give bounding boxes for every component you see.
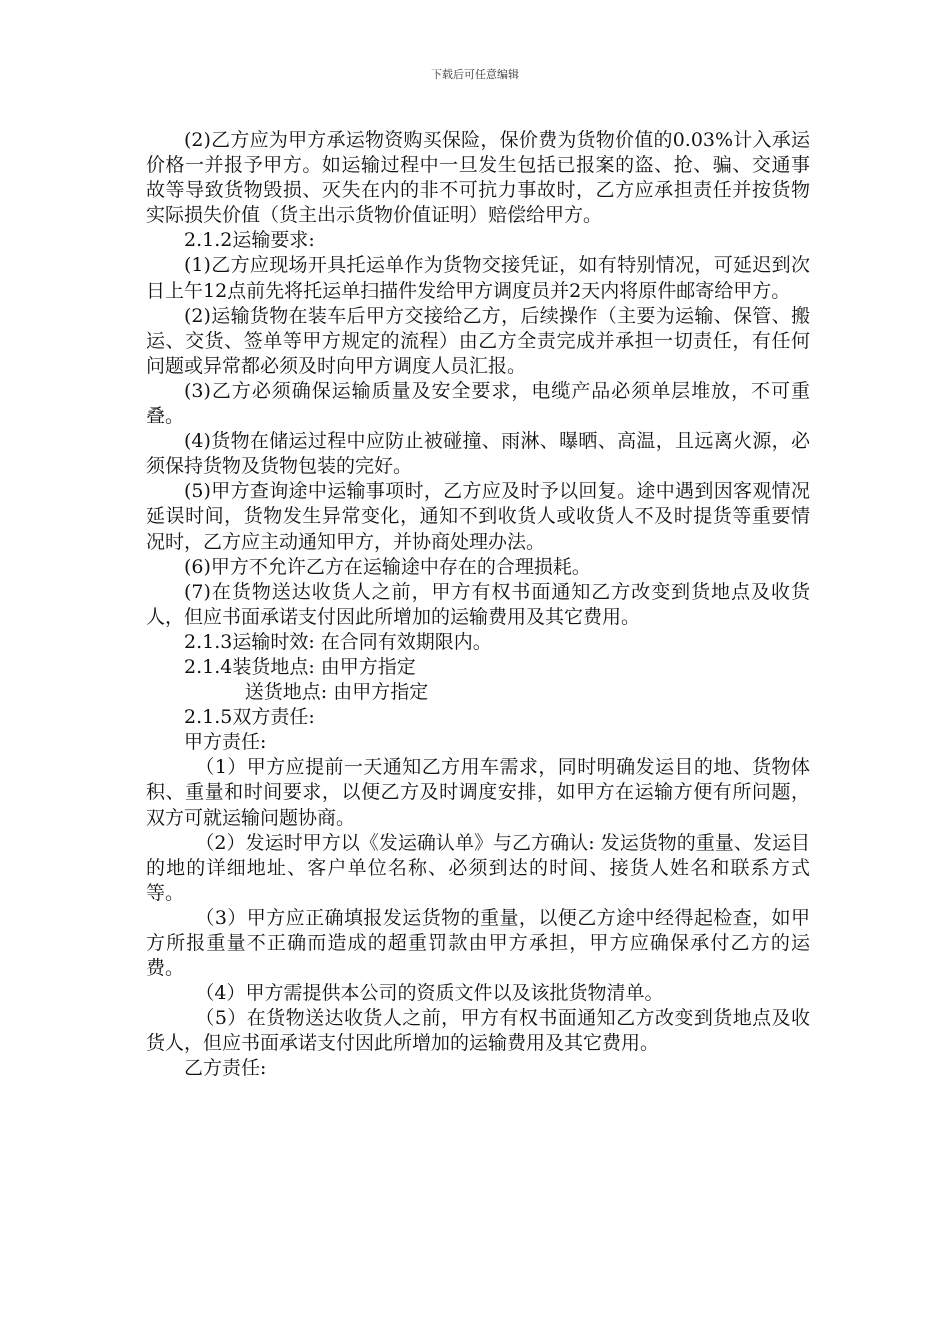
party-a-item-3: （3）甲方应正确填报发运货物的重量，以便乙方途中经得起检查，如甲方所报重量不正确而造成的超重罚款由甲方承担，甲方应确保承付乙方的运费。 bbox=[146, 906, 810, 980]
page-header: 下载后可任意编辑 bbox=[431, 68, 519, 81]
party-a-item-5: （5）在货物送达收货人之前，甲方有权书面通知乙方改变到货地点及收货人，但应书面承诺支付因此所增加的运输费用及其它费用。 bbox=[146, 1007, 810, 1055]
party-b-responsibility-heading: 乙方责任: bbox=[184, 1057, 267, 1080]
paragraph-insurance: (2)乙方应为甲方承运物资购买保险，保价费为货物价值的0.03%计入承运价格一并报予甲方。如运输过程中一旦发生包括已报案的盗、抢、骗、交通事故等导致货物毁损、灭失在内的非不可抗力事故时，乙方应承担责任并按货物实际损失价值（货主出示货物价值证明）赔偿给甲方。 bbox=[146, 129, 810, 227]
document-body bbox=[146, 128, 810, 1082]
paragraph-requirement-6: (6)甲方不允许乙方在运输途中存在的合理损耗。 bbox=[184, 555, 591, 578]
section-heading-transport-time: 2.1.3运输时效: 在合同有效期限内。 bbox=[184, 630, 492, 653]
party-a-item-1: （1）甲方应提前一天通知乙方用车需求，同时明确发运目的地、货物体积、重量和时间要求，以便乙方及时调度安排，如甲方在运输方便有所问题，双方可就运输问题协商。 bbox=[146, 756, 810, 829]
paragraph-requirement-3: (3)乙方必须确保运输质量及安全要求，电缆产品必须单层堆放，不可重叠。 bbox=[146, 379, 810, 428]
party-a-item-4: （4）甲方需提供本公司的资质文件以及该批货物清单。 bbox=[195, 982, 664, 1005]
delivery-place-line: 送货地点: 由甲方指定 bbox=[244, 681, 429, 704]
paragraph-requirement-1: (1)乙方应现场开具托运单作为货物交接凭证，如有特别情况，可延迟到次日上午12点前先将托运单扫描件发给甲方调度员并2天内将原件邮寄给甲方。 bbox=[146, 254, 810, 302]
section-heading-transport-requirements: 2.1.2运输要求: bbox=[184, 229, 315, 252]
section-heading-loading-place: 2.1.4装货地点: 由甲方指定 bbox=[184, 655, 416, 678]
paragraph-requirement-4: (4)货物在储运过程中应防止被碰撞、雨淋、曝晒、高温，且远离火源，必须保持货物及货物包装的完好。 bbox=[146, 430, 810, 478]
paragraph-requirement-5: (5)甲方查询途中运输事项时，乙方应及时予以回复。途中遇到因客观情况延误时间，货物发生异常变化，通知不到收货人或收货人不及时提货等重要情况时，乙方应主动通知甲方，并协商处理办法。 bbox=[146, 480, 810, 553]
paragraph-requirement-2: (2)运输货物在装车后甲方交接给乙方，后续操作（主要为运输、保管、搬运、交货、签单等甲方规定的流程）由乙方全责完成并承担一切责任，有任何问题或异常都必须及时向甲方调度人员汇报。 bbox=[146, 304, 810, 377]
party-a-responsibility-heading: 甲方责任: bbox=[184, 731, 267, 754]
section-heading-responsibilities: 2.1.5双方责任: bbox=[184, 706, 315, 729]
paragraph-requirement-7: (7)在货物送达收货人之前，甲方有权书面通知乙方改变到货地点及收货人，但应书面承诺支付因此所增加的运输费用及其它费用。 bbox=[146, 580, 810, 628]
party-a-item-2: （2）发运时甲方以《发运确认单》与乙方确认: 发运货物的重量、发运目的地的详细地址、客户单位名称、必须到达的时间、接货人姓名和联系方式等。 bbox=[146, 831, 810, 904]
